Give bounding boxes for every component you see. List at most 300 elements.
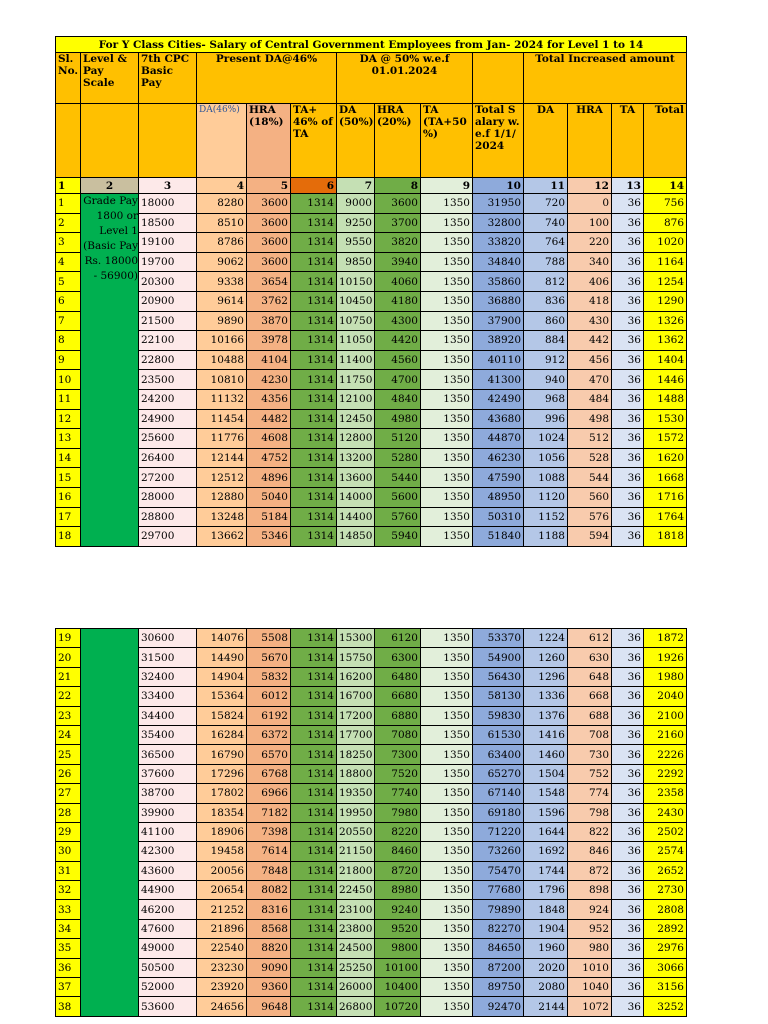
inc-hra-cell: 730	[568, 745, 612, 764]
sl-no-cell: 15	[56, 468, 81, 488]
table-row	[56, 687, 687, 706]
hra20-cell: 7300	[375, 745, 421, 764]
hra18-cell: 4896	[247, 468, 291, 488]
basic-pay-cell: 43600	[139, 861, 197, 880]
total-salary-cell: 82270	[473, 919, 524, 938]
da46-cell: 23920	[197, 978, 247, 997]
inc-ta-cell: 36	[612, 507, 644, 527]
hra20-cell: 8720	[375, 861, 421, 880]
da46-cell: 11776	[197, 429, 247, 449]
total-salary-cell: 33820	[473, 233, 524, 253]
hra20-cell: 4980	[375, 409, 421, 429]
hra18-cell: 6012	[247, 687, 291, 706]
basic-pay-cell: 22800	[139, 350, 197, 370]
basic-pay-cell: 25600	[139, 429, 197, 449]
hra20-cell: 6300	[375, 648, 421, 667]
ta46-cell: 1314	[291, 842, 337, 861]
basic-pay-cell: 27200	[139, 468, 197, 488]
ta46-cell: 1314	[291, 194, 337, 214]
ta50-cell: 1350	[421, 331, 473, 351]
header-present-da: Present DA@46%	[197, 53, 337, 104]
inc-hra-cell: 798	[568, 803, 612, 822]
basic-pay-cell: 19100	[139, 233, 197, 253]
hra18-cell: 8316	[247, 900, 291, 919]
table-row	[56, 213, 687, 233]
inc-da-cell: 1024	[524, 429, 568, 449]
ta46-cell: 1314	[291, 233, 337, 253]
da50-cell: 10750	[337, 311, 375, 331]
ta46-cell: 1314	[291, 370, 337, 390]
total-salary-cell: 37900	[473, 311, 524, 331]
inc-ta-cell: 36	[612, 978, 644, 997]
header-total-increased: Total Increased amount	[524, 53, 687, 104]
ta46-cell: 1314	[291, 939, 337, 958]
total-salary-cell: 32800	[473, 213, 524, 233]
table-row	[56, 409, 687, 429]
inc-ta-cell: 36	[612, 194, 644, 214]
inc-total-cell: 2160	[644, 725, 687, 744]
da46-cell: 9614	[197, 291, 247, 311]
ta50-cell: 1350	[421, 822, 473, 841]
inc-ta-cell: 36	[612, 331, 644, 351]
inc-hra-cell: 340	[568, 252, 612, 272]
sl-no-cell: 10	[56, 370, 81, 390]
hra18-cell: 8820	[247, 939, 291, 958]
inc-hra-cell: 752	[568, 764, 612, 783]
column-number: 12	[568, 178, 612, 194]
table-row	[56, 429, 687, 449]
header-hra18: HRA (18%)	[247, 104, 291, 178]
inc-da-cell: 968	[524, 389, 568, 409]
inc-ta-cell: 36	[612, 487, 644, 507]
inc-hra-cell: 708	[568, 725, 612, 744]
hra18-cell: 9360	[247, 978, 291, 997]
da46-cell: 16284	[197, 725, 247, 744]
inc-hra-cell: 846	[568, 842, 612, 861]
inc-total-cell: 1404	[644, 350, 687, 370]
basic-pay-cell: 28800	[139, 507, 197, 527]
sl-no-cell: 36	[56, 958, 81, 977]
inc-da-cell: 1296	[524, 667, 568, 686]
table-row	[56, 881, 687, 900]
inc-da-cell: 720	[524, 194, 568, 214]
table-row	[56, 706, 687, 725]
inc-total-cell: 1818	[644, 527, 687, 547]
header-inc-da: DA	[524, 104, 568, 178]
hra18-cell: 5346	[247, 527, 291, 547]
ta50-cell: 1350	[421, 272, 473, 292]
basic-pay-cell: 24200	[139, 389, 197, 409]
basic-pay-cell: 20300	[139, 272, 197, 292]
basic-pay-cell: 23500	[139, 370, 197, 390]
sl-no-cell: 30	[56, 842, 81, 861]
inc-total-cell: 1872	[644, 629, 687, 648]
inc-da-cell: 764	[524, 233, 568, 253]
hra20-cell: 4840	[375, 389, 421, 409]
total-salary-cell: 79890	[473, 900, 524, 919]
column-number: 6	[291, 178, 337, 194]
header-inc-ta: TA	[612, 104, 644, 178]
hra18-cell: 7182	[247, 803, 291, 822]
ta46-cell: 1314	[291, 429, 337, 449]
ta46-cell: 1314	[291, 706, 337, 725]
hra20-cell: 6120	[375, 629, 421, 648]
total-salary-cell: 84650	[473, 939, 524, 958]
inc-ta-cell: 36	[612, 842, 644, 861]
total-salary-cell: 35860	[473, 272, 524, 292]
inc-hra-cell: 442	[568, 331, 612, 351]
basic-pay-cell: 53600	[139, 997, 197, 1016]
da46-cell: 14490	[197, 648, 247, 667]
header-blank	[139, 104, 197, 178]
da50-cell: 20550	[337, 822, 375, 841]
sl-no-cell: 28	[56, 803, 81, 822]
da46-cell: 9890	[197, 311, 247, 331]
hra18-cell: 5040	[247, 487, 291, 507]
da46-cell: 10810	[197, 370, 247, 390]
total-salary-cell: 77680	[473, 881, 524, 900]
basic-pay-cell: 47600	[139, 919, 197, 938]
ta46-cell: 1314	[291, 861, 337, 880]
inc-total-cell: 3156	[644, 978, 687, 997]
table-row	[56, 527, 687, 547]
hra18-cell: 4608	[247, 429, 291, 449]
sl-no-cell: 20	[56, 648, 81, 667]
inc-da-cell: 1056	[524, 448, 568, 468]
ta50-cell: 1350	[421, 861, 473, 880]
ta50-cell: 1350	[421, 468, 473, 488]
inc-ta-cell: 36	[612, 448, 644, 468]
total-salary-cell: 51840	[473, 527, 524, 547]
da50-cell: 12800	[337, 429, 375, 449]
header-sl-no: Sl. No.	[56, 53, 81, 104]
da50-cell: 9550	[337, 233, 375, 253]
inc-ta-cell: 36	[612, 213, 644, 233]
inc-hra-cell: 668	[568, 687, 612, 706]
basic-pay-cell: 19700	[139, 252, 197, 272]
ta46-cell: 1314	[291, 648, 337, 667]
hra18-cell: 3600	[247, 233, 291, 253]
inc-da-cell: 1744	[524, 861, 568, 880]
inc-total-cell: 2100	[644, 706, 687, 725]
inc-da-cell: 1644	[524, 822, 568, 841]
ta50-cell: 1350	[421, 687, 473, 706]
table-row	[56, 448, 687, 468]
da50-cell: 19350	[337, 784, 375, 803]
da50-cell: 26000	[337, 978, 375, 997]
inc-da-cell: 1152	[524, 507, 568, 527]
inc-total-cell: 1326	[644, 311, 687, 331]
basic-pay-cell: 32400	[139, 667, 197, 686]
sl-no-cell: 38	[56, 997, 81, 1016]
header-inc-total: Total	[644, 104, 687, 178]
sl-no-cell: 16	[56, 487, 81, 507]
ta46-cell: 1314	[291, 881, 337, 900]
sl-no-cell: 21	[56, 667, 81, 686]
hra20-cell: 9800	[375, 939, 421, 958]
hra18-cell: 6966	[247, 784, 291, 803]
da46-cell: 10166	[197, 331, 247, 351]
da46-cell: 16790	[197, 745, 247, 764]
hra20-cell: 3700	[375, 213, 421, 233]
hra18-cell: 9648	[247, 997, 291, 1016]
ta50-cell: 1350	[421, 527, 473, 547]
level-pay-scale-cell	[81, 629, 139, 1017]
total-salary-cell: 59830	[473, 706, 524, 725]
inc-total-cell: 1530	[644, 409, 687, 429]
inc-da-cell: 1088	[524, 468, 568, 488]
header-hra20: HRA (20%)	[375, 104, 421, 178]
column-number: 8	[375, 178, 421, 194]
inc-da-cell: 996	[524, 409, 568, 429]
ta50-cell: 1350	[421, 291, 473, 311]
da50-cell: 11050	[337, 331, 375, 351]
total-salary-cell: 40110	[473, 350, 524, 370]
table-row	[56, 252, 687, 272]
inc-hra-cell: 470	[568, 370, 612, 390]
inc-total-cell: 876	[644, 213, 687, 233]
basic-pay-cell: 35400	[139, 725, 197, 744]
inc-da-cell: 2080	[524, 978, 568, 997]
salary-table-part-1	[55, 36, 687, 547]
inc-ta-cell: 36	[612, 784, 644, 803]
inc-hra-cell: 560	[568, 487, 612, 507]
basic-pay-cell: 34400	[139, 706, 197, 725]
sl-no-cell: 12	[56, 409, 81, 429]
inc-da-cell: 1260	[524, 648, 568, 667]
ta50-cell: 1350	[421, 213, 473, 233]
salary-table-part-2	[55, 628, 687, 1017]
da50-cell: 9000	[337, 194, 375, 214]
table-row	[56, 487, 687, 507]
inc-total-cell: 1980	[644, 667, 687, 686]
da50-cell: 13600	[337, 468, 375, 488]
table-row	[56, 822, 687, 841]
sl-no-cell: 31	[56, 861, 81, 880]
column-number: 5	[247, 178, 291, 194]
total-salary-cell: 92470	[473, 997, 524, 1016]
ta50-cell: 1350	[421, 842, 473, 861]
table-row	[56, 233, 687, 253]
da46-cell: 8786	[197, 233, 247, 253]
ta46-cell: 1314	[291, 487, 337, 507]
da50-cell: 18800	[337, 764, 375, 783]
ta50-cell: 1350	[421, 252, 473, 272]
ta46-cell: 1314	[291, 822, 337, 841]
basic-pay-cell: 38700	[139, 784, 197, 803]
hra20-cell: 7740	[375, 784, 421, 803]
inc-ta-cell: 36	[612, 939, 644, 958]
da50-cell: 14850	[337, 527, 375, 547]
da50-cell: 23800	[337, 919, 375, 938]
inc-ta-cell: 36	[612, 252, 644, 272]
da50-cell: 15300	[337, 629, 375, 648]
hra18-cell: 7848	[247, 861, 291, 880]
ta50-cell: 1350	[421, 919, 473, 938]
hra20-cell: 7980	[375, 803, 421, 822]
basic-pay-cell: 26400	[139, 448, 197, 468]
inc-ta-cell: 36	[612, 687, 644, 706]
inc-total-cell: 1620	[644, 448, 687, 468]
table-row	[56, 745, 687, 764]
ta50-cell: 1350	[421, 997, 473, 1016]
hra18-cell: 5670	[247, 648, 291, 667]
hra18-cell: 3654	[247, 272, 291, 292]
hra20-cell: 5280	[375, 448, 421, 468]
inc-ta-cell: 36	[612, 919, 644, 938]
table-row	[56, 919, 687, 938]
da46-cell: 12880	[197, 487, 247, 507]
sl-no-cell: 14	[56, 448, 81, 468]
sl-no-cell: 11	[56, 389, 81, 409]
total-salary-cell: 61530	[473, 725, 524, 744]
inc-hra-cell: 872	[568, 861, 612, 880]
inc-ta-cell: 36	[612, 745, 644, 764]
da50-cell: 18250	[337, 745, 375, 764]
inc-ta-cell: 36	[612, 822, 644, 841]
ta50-cell: 1350	[421, 881, 473, 900]
da46-cell: 19458	[197, 842, 247, 861]
da50-cell: 25250	[337, 958, 375, 977]
hra20-cell: 4060	[375, 272, 421, 292]
inc-da-cell: 1188	[524, 527, 568, 547]
hra20-cell: 3940	[375, 252, 421, 272]
ta46-cell: 1314	[291, 687, 337, 706]
ta50-cell: 1350	[421, 958, 473, 977]
da46-cell: 11132	[197, 389, 247, 409]
da46-cell: 20056	[197, 861, 247, 880]
column-number: 13	[612, 178, 644, 194]
hra20-cell: 4700	[375, 370, 421, 390]
hra18-cell: 9090	[247, 958, 291, 977]
inc-ta-cell: 36	[612, 291, 644, 311]
ta46-cell: 1314	[291, 978, 337, 997]
inc-hra-cell: 220	[568, 233, 612, 253]
ta46-cell: 1314	[291, 629, 337, 648]
ta46-cell: 1314	[291, 745, 337, 764]
table-row	[56, 784, 687, 803]
inc-ta-cell: 36	[612, 803, 644, 822]
da50-cell: 13200	[337, 448, 375, 468]
inc-hra-cell: 630	[568, 648, 612, 667]
hra20-cell: 5600	[375, 487, 421, 507]
inc-total-cell: 2574	[644, 842, 687, 861]
ta50-cell: 1350	[421, 448, 473, 468]
da46-cell: 11454	[197, 409, 247, 429]
inc-total-cell: 1668	[644, 468, 687, 488]
hra18-cell: 7398	[247, 822, 291, 841]
hra20-cell: 4300	[375, 311, 421, 331]
hra18-cell: 5508	[247, 629, 291, 648]
header-blank	[56, 104, 81, 178]
total-salary-cell: 34840	[473, 252, 524, 272]
ta46-cell: 1314	[291, 958, 337, 977]
inc-hra-cell: 980	[568, 939, 612, 958]
column-number: 7	[337, 178, 375, 194]
ta46-cell: 1314	[291, 468, 337, 488]
total-salary-cell: 67140	[473, 784, 524, 803]
inc-hra-cell: 484	[568, 389, 612, 409]
total-salary-cell: 41300	[473, 370, 524, 390]
inc-ta-cell: 36	[612, 997, 644, 1016]
da46-cell: 18354	[197, 803, 247, 822]
basic-pay-cell: 21500	[139, 311, 197, 331]
da50-cell: 17200	[337, 706, 375, 725]
inc-total-cell: 756	[644, 194, 687, 214]
hra18-cell: 3978	[247, 331, 291, 351]
ta46-cell: 1314	[291, 997, 337, 1016]
da50-cell: 21150	[337, 842, 375, 861]
da46-cell: 9062	[197, 252, 247, 272]
hra20-cell: 10720	[375, 997, 421, 1016]
table-row	[56, 997, 687, 1016]
inc-ta-cell: 36	[612, 272, 644, 292]
da50-cell: 23100	[337, 900, 375, 919]
da50-cell: 24500	[337, 939, 375, 958]
ta46-cell: 1314	[291, 784, 337, 803]
inc-ta-cell: 36	[612, 370, 644, 390]
ta50-cell: 1350	[421, 725, 473, 744]
header-basic-pay: 7th CPC Basic Pay	[139, 53, 197, 104]
da46-cell: 23230	[197, 958, 247, 977]
inc-da-cell: 1796	[524, 881, 568, 900]
da46-cell: 20654	[197, 881, 247, 900]
column-number: 3	[139, 178, 197, 194]
ta50-cell: 1350	[421, 311, 473, 331]
table-row	[56, 939, 687, 958]
da46-cell: 14904	[197, 667, 247, 686]
inc-ta-cell: 36	[612, 350, 644, 370]
da46-cell: 12144	[197, 448, 247, 468]
table-row	[56, 842, 687, 861]
inc-da-cell: 860	[524, 311, 568, 331]
ta46-cell: 1314	[291, 507, 337, 527]
hra20-cell: 6880	[375, 706, 421, 725]
da50-cell: 21800	[337, 861, 375, 880]
da46-cell: 15824	[197, 706, 247, 725]
total-salary-cell: 73260	[473, 842, 524, 861]
hra18-cell: 5832	[247, 667, 291, 686]
ta50-cell: 1350	[421, 706, 473, 725]
inc-total-cell: 2040	[644, 687, 687, 706]
inc-hra-cell: 612	[568, 629, 612, 648]
ta46-cell: 1314	[291, 272, 337, 292]
hra18-cell: 4356	[247, 389, 291, 409]
ta50-cell: 1350	[421, 350, 473, 370]
ta50-cell: 1350	[421, 764, 473, 783]
inc-hra-cell: 952	[568, 919, 612, 938]
sl-no-cell: 24	[56, 725, 81, 744]
inc-ta-cell: 36	[612, 958, 644, 977]
sl-no-cell: 27	[56, 784, 81, 803]
da46-cell: 14076	[197, 629, 247, 648]
total-salary-cell: 89750	[473, 978, 524, 997]
ta46-cell: 1314	[291, 291, 337, 311]
hra18-cell: 3870	[247, 311, 291, 331]
da50-cell: 26800	[337, 997, 375, 1016]
basic-pay-cell: 44900	[139, 881, 197, 900]
sl-no-cell: 19	[56, 629, 81, 648]
inc-total-cell: 2652	[644, 861, 687, 880]
inc-da-cell: 1504	[524, 764, 568, 783]
inc-ta-cell: 36	[612, 311, 644, 331]
ta50-cell: 1350	[421, 939, 473, 958]
basic-pay-cell: 39900	[139, 803, 197, 822]
header-blank	[473, 53, 524, 104]
inc-ta-cell: 36	[612, 389, 644, 409]
inc-hra-cell: 498	[568, 409, 612, 429]
inc-ta-cell: 36	[612, 648, 644, 667]
